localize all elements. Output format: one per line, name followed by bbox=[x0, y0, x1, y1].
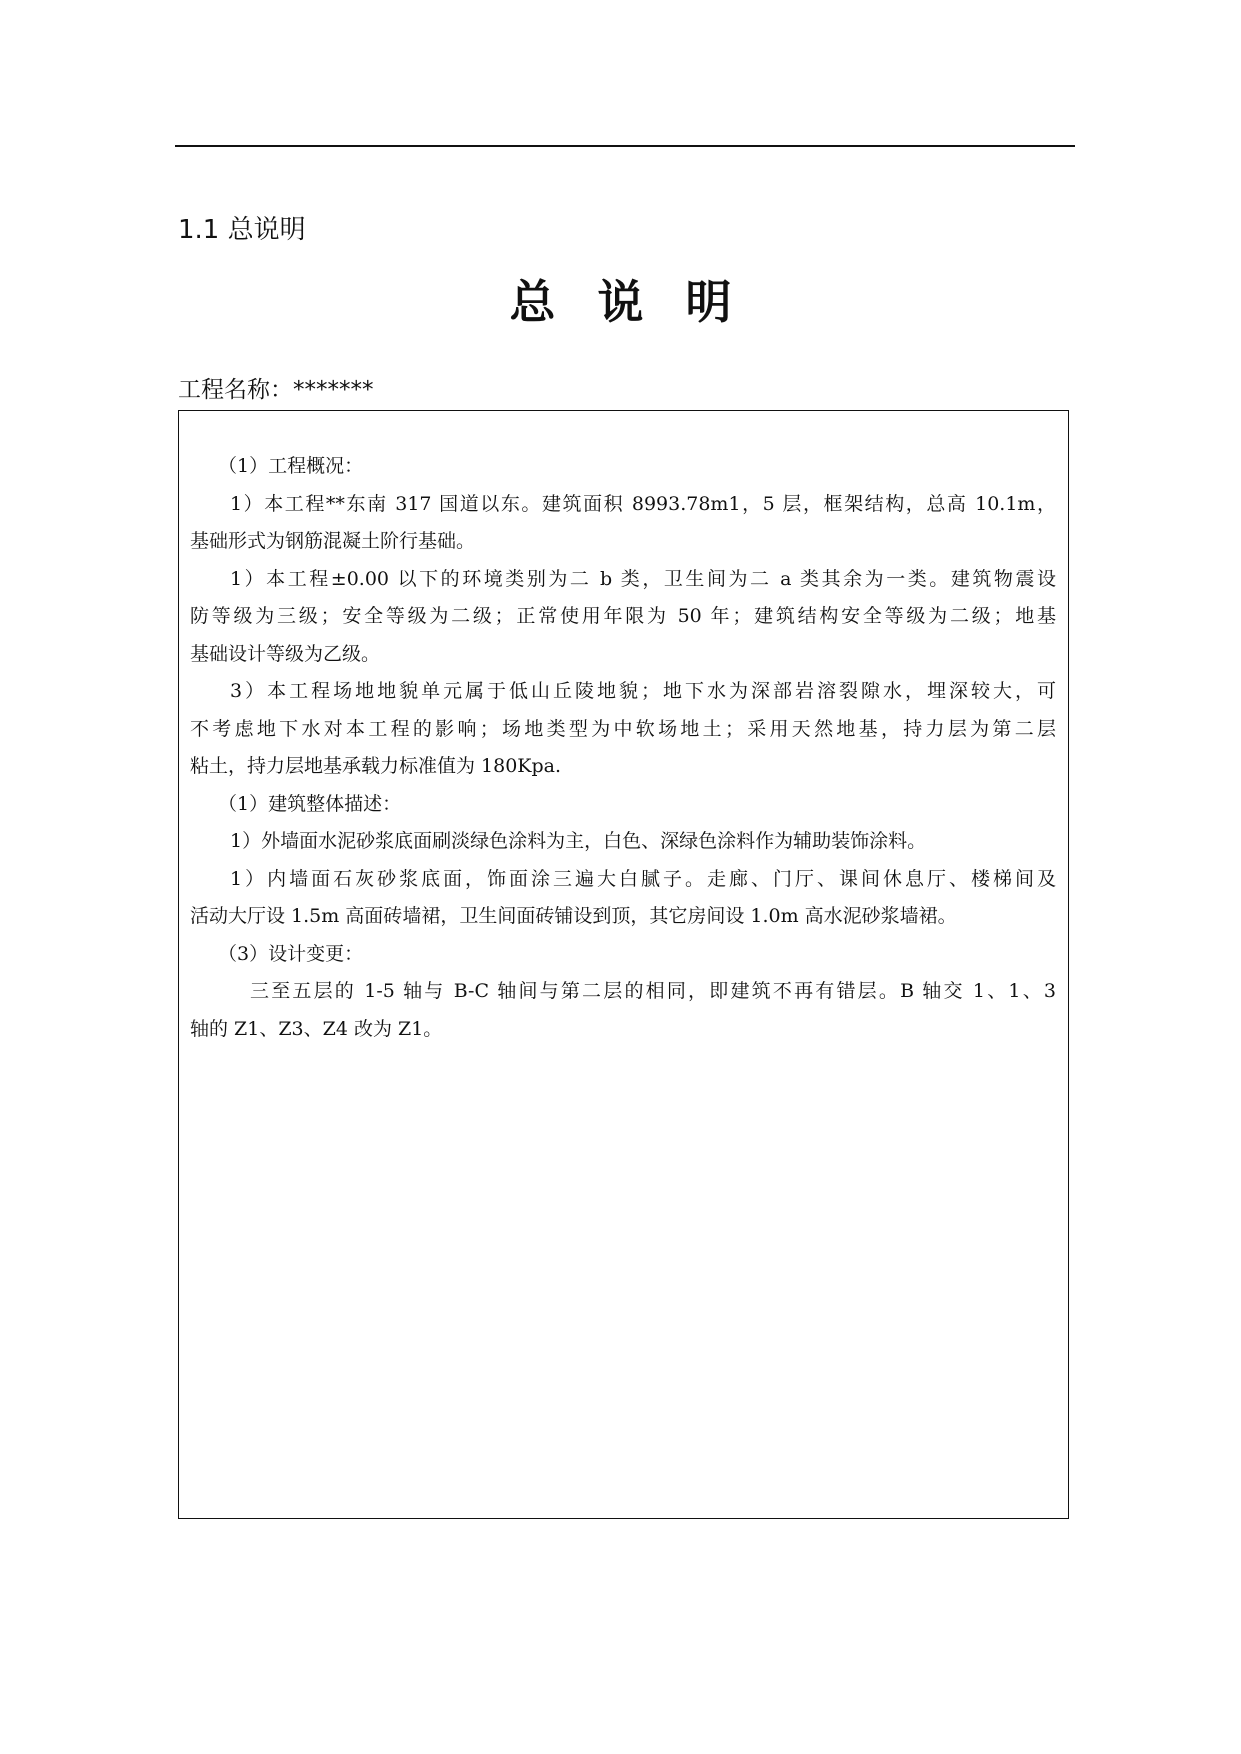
heading-design-change: （3）设计变更： bbox=[218, 942, 364, 965]
heading-building-description: （1）建筑整体描述： bbox=[218, 792, 402, 815]
content-line: 粘土，持力层地基承载力标准值为 180Kpa. bbox=[190, 755, 562, 777]
section-heading: 1.1 总说明 bbox=[178, 215, 306, 245]
content-body bbox=[190, 448, 1056, 1048]
project-name-label: 工程名称： bbox=[178, 377, 293, 403]
project-name-line bbox=[178, 374, 374, 406]
content-line: 3）本工程场地地貌单元属于低山丘陵地貌；地下水为深部岩溶裂隙水，埋深较大，可 bbox=[230, 680, 1056, 702]
header-rule bbox=[175, 145, 1075, 147]
content-line: 不考虑地下水对本工程的影响；场地类型为中软场地土；采用天然地基，持力层为第二层 bbox=[190, 717, 1056, 740]
heading-project-overview: （1）工程概况： bbox=[218, 455, 364, 477]
content-box bbox=[178, 410, 1069, 1519]
project-name-value: ******* bbox=[293, 377, 374, 403]
content-line: 基础形式为钢筋混凝土阶行基础。 bbox=[190, 530, 476, 552]
content-line: 1）外墙面水泥砂浆底面刷淡绿色涂料为主，白色、深绿色涂料作为辅助装饰涂料。 bbox=[230, 830, 927, 852]
content-line: 基础设计等级为乙级。 bbox=[190, 642, 381, 665]
content-line: 轴的 Z1、Z3、Z4 改为 Z1。 bbox=[190, 1017, 443, 1040]
document-title: 总说明 bbox=[509, 275, 774, 329]
content-line: 活动大厅设 1.5m 高面砖墙裙，卫生间面砖铺设到顶，其它房间设 1.0m 高水泥砂浆墙裙。 bbox=[190, 905, 957, 927]
content-line: 1）本工程**东南 317 国道以东。建筑面积 8993.78m1，5 层，框架结构，总高 10.1m， bbox=[230, 492, 1056, 515]
content-line: 1）内墙面石灰砂浆底面，饰面涂三遍大白腻子。走廊、门厅、课间休息厅、楼梯间及 bbox=[230, 867, 1056, 890]
content-line: 1）本工程±0.00 以下的环境类别为二 b 类，卫生间为二 a 类其余为一类。建筑物震设 bbox=[230, 567, 1056, 590]
content-line: 防等级为三级；安全等级为二级；正常使用年限为 50 年；建筑结构安全等级为二级；地基 bbox=[190, 605, 1056, 627]
content-line: 三至五层的 1-5 轴与 B-C 轴间与第二层的相同，即建筑不再有错层。B 轴交 1、1、3 bbox=[250, 980, 1056, 1002]
